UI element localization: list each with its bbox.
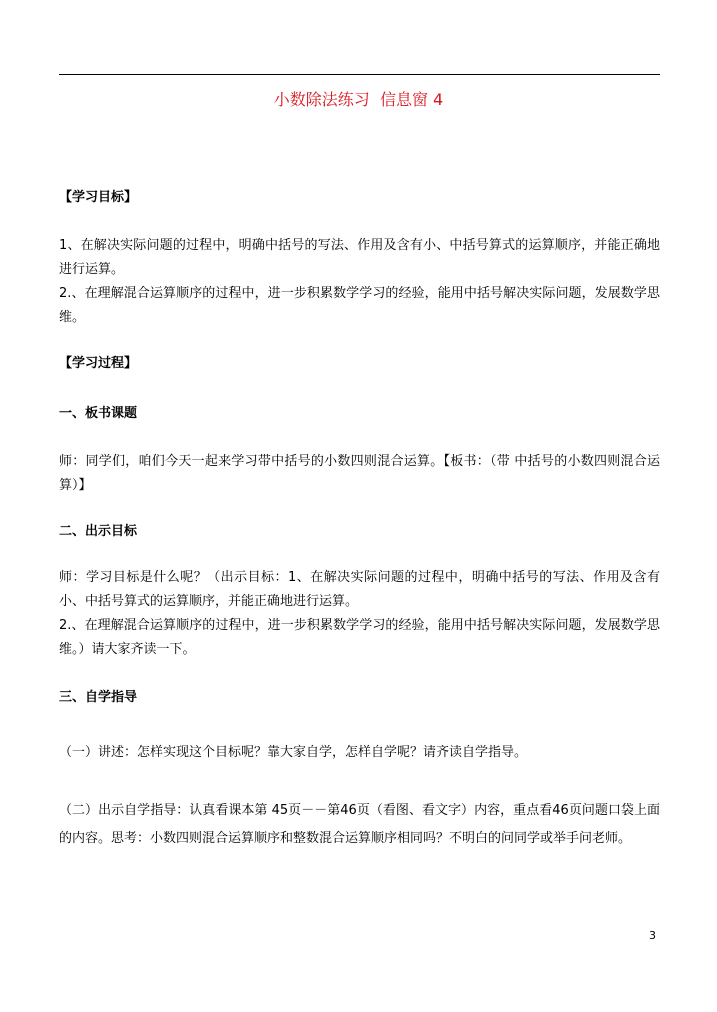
goals-heading: 【学习目标】	[59, 190, 138, 205]
section-3-item-1: （一）讲述：怎样实现这个目标呢？靠大家自学，怎样自学呢？请齐读自学指导。	[59, 745, 528, 760]
section-2-text-1: 师：学习目标是什么呢？（出示目标：1、在解决实际问题的过程中，明确中括号的写法、作用及含有小、中括号算式的运算顺序，并能正确地进行运算。	[59, 570, 660, 609]
section-2-text-2: 2.、在理解混合运算顺序的过程中，进一步积累数学学习的经验，能用中括号解决实际问题，发展数学思维。）请大家齐读一下。	[59, 618, 660, 657]
document-title: 小数除法练习 信息窗 4	[273, 90, 444, 109]
section-3-heading: 三、自学指导	[59, 690, 138, 705]
process-heading: 【学习过程】	[59, 356, 138, 371]
goal-item-1: 1、在解决实际问题的过程中，明确中括号的写法、作用及含有小、中括号算式的运算顺序，并能正确地进行运算。	[59, 238, 660, 277]
section-1-text: 师：同学们，咱们今天一起来学习带中括号的小数四则混合运算。【板书：（带 中括号的小数四则混合运算）】	[59, 454, 660, 493]
section-2-heading: 二、出示目标	[59, 524, 138, 539]
header-rule	[59, 74, 660, 75]
goal-item-2: 2.、在理解混合运算顺序的过程中，进一步积累数学学习的经验，能用中括号解决实际问题，发展数学思维。	[59, 286, 660, 325]
page-number: 3	[649, 929, 656, 942]
section-3-item-2: （二）出示自学指导：认真看课本第 45页－－第46页（看图、看文字）内容，重点看46页问题口袋上面的内容。思考：小数四则混合运算顺序和整数混合运算顺序相同吗？不明白的问同学或举手问老师。	[59, 803, 660, 846]
section-1-heading: 一、板书课题	[59, 406, 138, 421]
